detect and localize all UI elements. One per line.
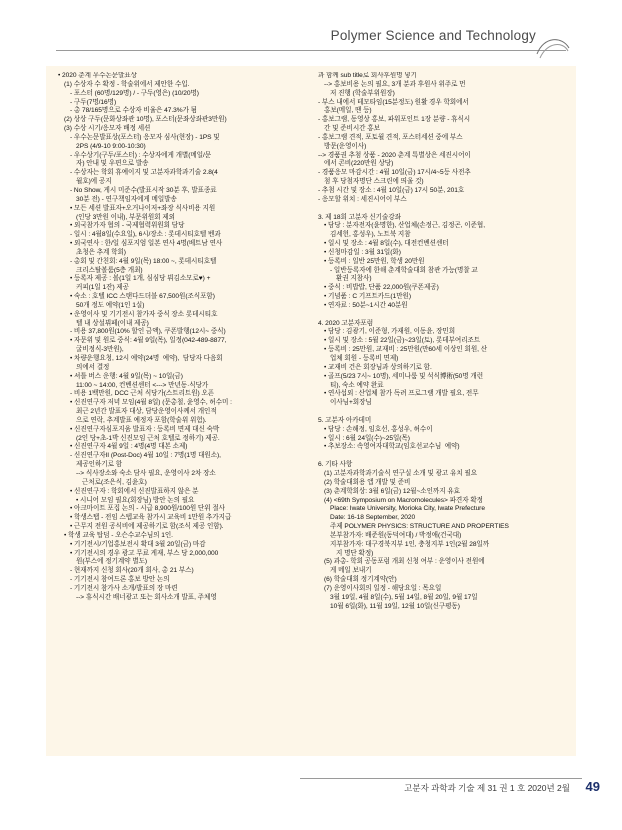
text-line: • 일시 및 장소 : 5월 22일(금)~23일(토), 롯데부여리조트 (324, 337, 481, 345)
footer-journal-info: 고분자 과학과 기술 제 31 권 1 호 2020년 2월 (404, 783, 570, 793)
text-line: - No Show, 게시 미준수(발표시작 30분 후, 발표종료 (70, 186, 217, 194)
text-line: 홍보(메일, 땐 등) (324, 107, 372, 115)
text-line: (1) 수상자 수 확정 - 학술위에서 제안한 수입. (64, 80, 190, 88)
text-line: - 부스 내에서 테모타임(15분정도) 원활 경우 학회에서 (318, 98, 469, 106)
text-line: - 비용 37,800원(10% 할인 금액), 쿠폰발행(12시~ 중식) (70, 328, 226, 336)
text-line: 크리스탈볼룸(5층 개최) (76, 266, 143, 274)
text-line: 주제 POLYMER PHYSICS: STRUCTURE AND PROPERTIES (330, 523, 509, 531)
text-line: - 우수상기(구두/포스터) : 수상자에게 개별(메일/문 (70, 151, 212, 159)
text-line: --> 식사장소와 숙소 담사 필요, 운영이사 2차 장소 (76, 469, 216, 477)
header-divider (56, 50, 566, 51)
text-line: 첨 후 당첨자명단 스크린에 띄울 것) (324, 178, 424, 186)
text-line: (7) 운영이사회의 일정 - 해당요일 : 목요일 (324, 584, 442, 592)
text-line: 50개 정도 예약(1인 1실) (76, 301, 145, 309)
text-line: - 홍보그램 견적, 포토월 견적, 포스터세션 중에 부스 (318, 133, 463, 141)
text-line: (5) 과총- 학회 공동포럼 개최 신청 여부 : 운영이사 전원에 (324, 558, 485, 566)
text-line: (1) 고분자과학과기술식 연구실 소개 및 광고 유치 필요 (324, 469, 478, 477)
journal-header-title: Polymer Science and Technology (330, 28, 536, 43)
text-line: 지부참가자: 대구경북지부 1인, 충청지부 1인(2월 28일까 (330, 540, 490, 548)
text-line: • 외국참가자 협의 - 국제협력위원회 담당 (70, 222, 185, 230)
text-line: - 일시 : 4월8일(수요일), 6시/장소 : 롯데시티호텔 벤과 (70, 231, 221, 239)
text-line: - 수상자는 학회 휴예이지 및 고분자과학과기술 2.8(4 (70, 169, 218, 177)
text-line: 간 및 준비시간 홍보 (324, 125, 380, 133)
text-line: • 근무지 전원 공식비에 제공하기로 함(조식 제공 인함). (70, 523, 224, 531)
text-line: 최근 2년간 발표자 대상, 담당운영이사께서 개인적 (76, 408, 217, 416)
text-line: • 차량운행요청, 12시 예약(24명 예약), 담당자 다음회 (70, 355, 223, 362)
text-line: 2PS (4/9-10 9:00-10:30) (76, 142, 146, 150)
text-line (318, 452, 566, 461)
text-line: • 일시 및 장소 : 4월 8일(수), 대전컨벤션센터 (324, 240, 449, 248)
text-line: • 운영이사 및 기기전시 참가자 중식 장소 롯데시티호 (70, 310, 218, 318)
page-footer (0, 778, 622, 808)
text-line: • 숙소 : 호텔 ICC 스탠다드더블 67,500원(조식포함) (70, 293, 215, 301)
text-line: 5. 고분자 아카데미 (318, 416, 372, 424)
footer-divider (300, 778, 582, 779)
text-line: • 2020 춘계 우수논문발표상 (58, 72, 137, 79)
text-line: 과 함께 sub title로 회사후원명 넣기 (318, 72, 417, 79)
text-line: 월호)에 공지 (76, 178, 112, 186)
left-text-column (58, 72, 306, 752)
text-line: - 홍보그램, 동영상 홍보, 파워포인트 1장 분량 - 휴식시 (318, 116, 471, 124)
footer-page-number: 49 (585, 779, 600, 794)
text-line: • 중식 : 비밥밥, 단품 22,000원(쿠폰제공) (324, 284, 439, 292)
text-line: • 일시 : 6월 24일(수)~25일(목) (324, 434, 410, 442)
text-line: 11:00 ~ 14:00, 컨벤션센터 <---> 만년동·식당가 (76, 381, 209, 389)
text-line: • 담당 : 손해정, 임호선, 홍성우, 허수이 (324, 425, 433, 433)
text-line: • 셔틀 버스 운행: 4월 9일(목) ~ 10일(금) (70, 372, 183, 380)
text-line: • 외국연사 : 한/일 심포지엄 일본 연사 4명(베트남 연사 (70, 240, 223, 248)
text-line: • 골프(5/23 7시~ 10명), 세미나룸 및 석식博術(50명 개런 (324, 372, 484, 380)
text-line: • 기념품 : C 기프트카드(1만원) (324, 293, 411, 301)
text-line: 3월 19일, 4월 8일(수), 5월 14일, 8월 20일, 9월 17일 (330, 593, 478, 601)
text-line: 이사님+회장님 (330, 399, 372, 407)
text-line: 4. 2020 고분자포럼 (318, 319, 374, 327)
text-line: • 추보장소: 속영여자대학교(임호선교수님 예약) (324, 443, 460, 451)
text-line: • 기기전시/기업홍보전시 확대 3월 20일(금) 마감 (70, 540, 206, 548)
text-line: - 포스터 (60명/129명) / - 구두(영은) (10/20명) (70, 89, 199, 97)
text-line: 10월 6일(화), 11월 19일, 12월 10일(신구평동) (330, 602, 460, 610)
text-line: 3. 제 18회 고분자 신기술강좌 (318, 213, 401, 221)
text-line: • 등록자 제공 : 볼(1일 1개, 심심당 뷔김소모로♥) + (70, 275, 211, 283)
text-line (318, 408, 566, 417)
text-line: (3) 수상 시기/응모자 배정 세션 (64, 125, 151, 133)
text-line: (6) 학술대회 정기계약(안) (324, 576, 397, 584)
text-line: Place: Iwate University, Morioka City, Iwate Prefecture (330, 505, 485, 513)
text-line: 원(부스에 정기계약 별도) (76, 558, 148, 566)
text-line: • 등록비 : 25만원, 교재비 : 25만원(만60세 이상인 회원, 산 (324, 346, 488, 354)
text-line: --> 홍보비용 논의 필요, 3개 분과 후원사 위주로 먼 (324, 80, 466, 88)
text-line: 으로 연락, 추계발표 예정자 포함(학술위 위험). (76, 416, 207, 424)
text-line: - 신진연구자II (Post-Doc) 4월 10일 : 7명(1명 대원소), (70, 452, 221, 460)
text-line: 굴비정식-3만원), (76, 346, 124, 354)
text-line: 제공인하기로 함 (76, 461, 123, 469)
text-line: • 모든 세션 발표자+오거나이저+좌장 식사비용 지원 (70, 204, 216, 212)
text-line (318, 205, 566, 214)
text-line: • 교재비 건은 회장님과 상의하기로 함. (324, 363, 432, 371)
text-line: --> 경품권 추첨 상품 - 2020 춘계 특별상은 세진시어이 (318, 151, 471, 159)
text-line: 저 진행 (학술부위원장) (330, 89, 395, 97)
right-text-column (318, 72, 566, 752)
text-line: (2인 당+초-1박 신진모임 근처 호텔로 정하기) 제공. (76, 434, 220, 442)
text-line: • 담당 : 분자전자(윤명한), 산업체(손정근, 김정곤, 이준협, (324, 222, 486, 230)
text-line: 30분 전) - 연구책임자에게 메일발송 (76, 195, 177, 203)
text-line: (3) 춘계학회상: 3월 6일(금) 12월~소인까지 유효 (324, 487, 460, 495)
text-line: • 학생스탭 - 전임 스텝교육 참가시 교육비 1만원 추가지급 (70, 514, 232, 522)
text-line: - 응모할 위치 : 세진시어이 부스 (318, 195, 407, 203)
text-line: - 구두(7명/16명) (70, 98, 117, 106)
text-line: • 연자료 : 50분~1시간 40분원 (324, 301, 408, 309)
text-line: 김세헌, 홍성우), 노트북 지참 (330, 231, 411, 239)
text-line: • 기기전시의 경우 광고 무료 게재, 부스 당 2,000,000 (70, 549, 219, 557)
text-line: 텔 내 상설뷔페(이내 제공) (76, 319, 149, 327)
text-line: • 신진연구자 저녁 모임(4월 8일) (문총철, 윤영수, 허수미 : (70, 399, 232, 407)
text-line: • 신진연구자 4월 9일 : 4명(4명 대본 소제) (70, 443, 188, 451)
text-line: - 우수논문발표상(포스터) 응모자 심사(현장) - 1PS 및 (70, 133, 220, 141)
text-line: 지 명단 확정) (336, 549, 374, 557)
text-line: - 추첨 시간 및 장소 : 4월 10일(금) 17시 50분, 201호 (318, 186, 465, 194)
text-line: (2) 학술대회용 앱 개발 및 준비 (324, 478, 411, 486)
text-line: 게 메일 보내기 (330, 567, 372, 575)
text-line: 커피(1일 1잔) 제공 (76, 284, 130, 292)
text-line: - 총회 및 간친회: 4월 9일(목) 18:00 ~, 롯데시티호텔 (70, 257, 217, 265)
text-line: • 자문위 및 원로 중식: 4월 9일(목), 일정(042-489-8877, (70, 337, 227, 345)
text-line: 자) 안내 및 우편으로 발송 (76, 160, 149, 168)
text-line: 티), 숙소 예약 완료 (330, 381, 384, 389)
text-line: • 신진연구자심포지움 발표자 : 등록비 면제 대신 숙박 (70, 425, 220, 433)
text-line: 에서 콘비(220만원 상당) (324, 160, 394, 168)
text-line: - 경품응모 마감시간 : 4월 10일(금) 17시/4~5등 사전추 (318, 169, 471, 177)
text-line: - 기기전시 참가사 소개/발표의 장 마련 (70, 584, 178, 592)
text-line: 본부참가자: 배준원(동덕여대) / 박정애(건국대) (330, 531, 462, 539)
page-header (0, 28, 622, 62)
text-line: 의에서 결정 (76, 363, 110, 371)
text-line: - 기기전시 참여드론 홍보 방안 논의 (70, 576, 170, 584)
text-line: Date: 16-18 September, 2020 (330, 514, 416, 522)
text-line: • 등록비 : 일반 25만원, 학생 20만원 (324, 257, 425, 265)
text-line: 환권 지참사) (336, 275, 372, 283)
text-line: • 시니어 모임 필요(회장님) 방안 논의 필요 (76, 496, 195, 504)
text-line: 방문(운영이사) (324, 142, 367, 150)
text-line: --> 휴식시간 배너광고 또는 회사소개 발표, 주체영 (76, 593, 217, 601)
swoosh-decoration-icon (536, 34, 570, 60)
text-line: - 일반등록자에 한해 춘계학술대회 참관 가능(명찰 교 (330, 266, 478, 274)
text-line: - 총 78/165명으로 수상자 비율은 47.3%가 됨 (70, 107, 197, 115)
text-line: - 현재까지 신청 회사(20개 회사, 총 21 부스) (70, 567, 194, 575)
text-line: - 비용 1백만원, DCC 근처 식당가(스트리트원) 오픈 (70, 390, 215, 398)
text-line: • 연사섭외 : 산업체 참가 독려 프로그램 개발 필요, 전무 (324, 390, 479, 398)
text-line: • 아크마이트 포집 논의 - 시급 8,900원/100원 단위 절사 (70, 505, 225, 513)
text-line: • 신청마감일 : 3월 31일(화) (324, 248, 401, 256)
two-column-body (46, 72, 576, 752)
text-line: (4) <69th Symposium on Macromolecules> 파견자 확정 (324, 496, 483, 504)
text-line: 초청은 추계 학회) (76, 248, 126, 256)
text-line (318, 311, 566, 320)
text-line: 근처로(조은식, 김윤호) (82, 478, 147, 486)
text-line: • 학생 교육 탑덤 - 오슨수교수님의 1인. (64, 531, 173, 539)
text-line: 업체 회원 - 등록비 면제) (330, 355, 399, 362)
text-line: • 신진연구자 : 학회에서 신진발표하지 않은 분 (70, 487, 199, 495)
text-line: • 담당 : 김광기, 이준형, 가재원, 이동윤, 장민희 (324, 328, 456, 336)
text-line: (인당 3만원 이내), 부문위원회 제외 (76, 213, 175, 221)
text-line: 6. 기타 사항 (318, 461, 353, 469)
text-line: (2) 상상 구두(문화상좌관 10명), 포스터(문좌상좌관3만원) (64, 116, 227, 124)
